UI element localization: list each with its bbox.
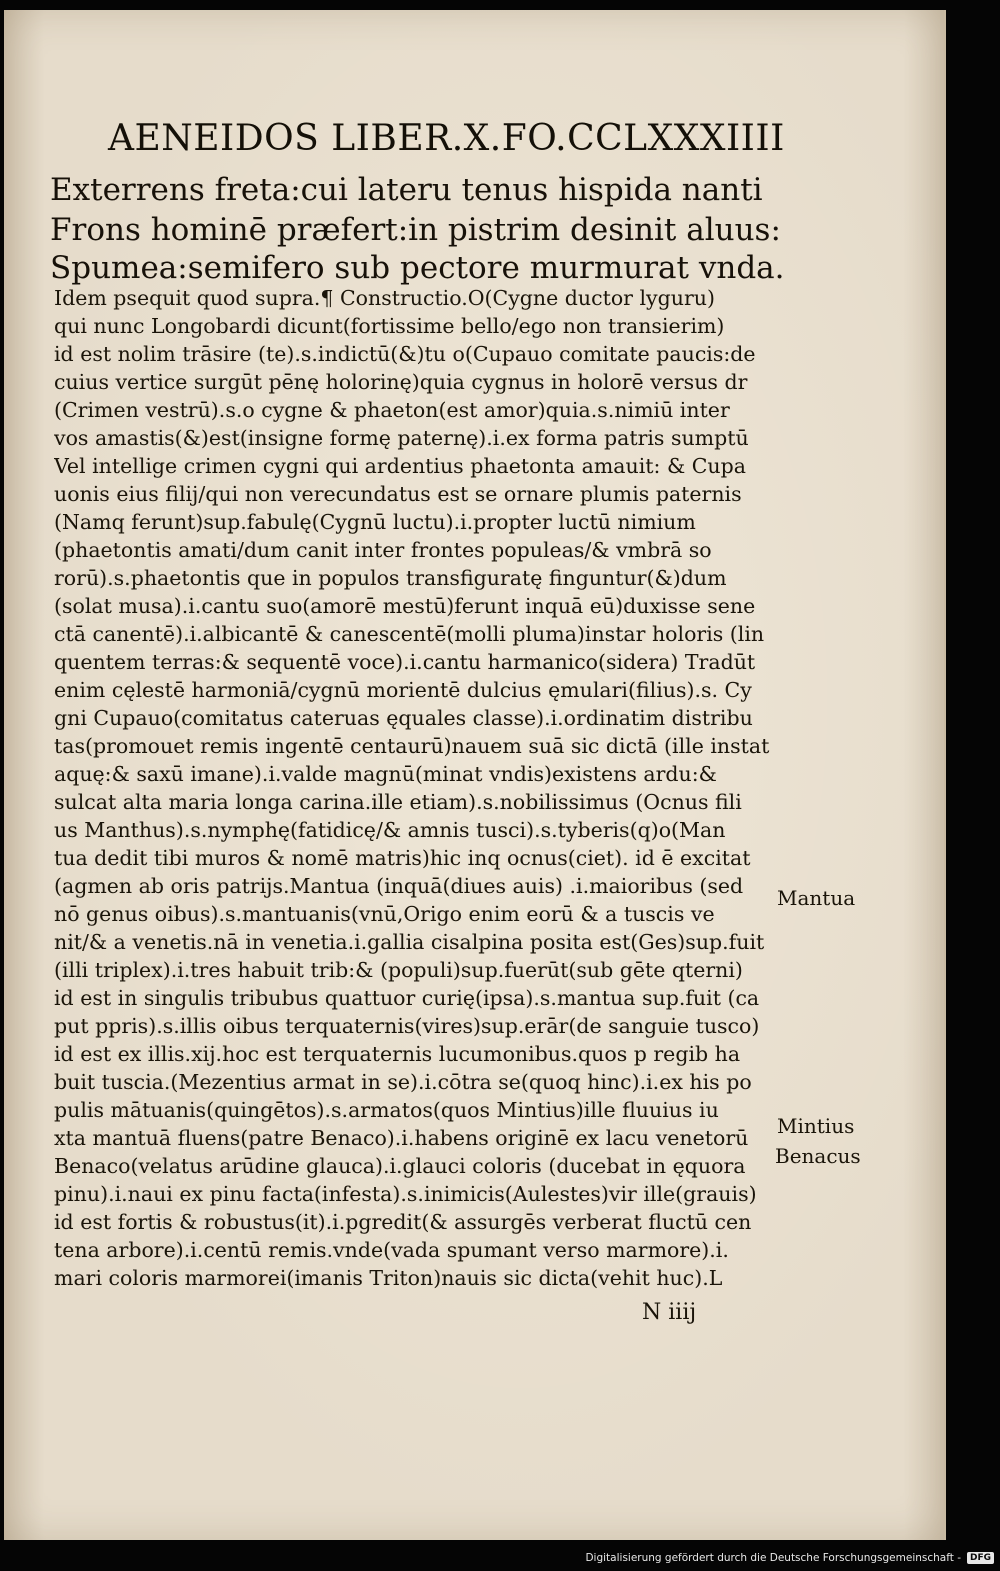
commentary-line: mari coloris marmorei(imanis Triton)nauis sic dicta(vehit huc).L bbox=[54, 1266, 723, 1290]
commentary-line: ctā canentē).i.albicantē & canescentē(molli pluma)instar holoris (lin bbox=[54, 622, 765, 646]
commentary-line: us Manthus).s.nymphę(fatidicę/& amnis tusci).s.tyberis(q)o(Man bbox=[54, 818, 726, 842]
verse-line: Spumea:semifero sub pectore murmurat vnda. bbox=[50, 250, 785, 286]
commentary-line: buit tuscia.(Mezentius armat in se).i.cōtra se(quoq hinc).i.ex his po bbox=[54, 1070, 752, 1094]
commentary-line: id est ex illis.xij.hoc est terquaternis lucumonibus.quos p regib ha bbox=[54, 1042, 741, 1066]
commentary-line: pulis mātuanis(quingētos).s.armatos(quos Mintius)ille fluuius iu bbox=[54, 1098, 719, 1122]
commentary-line: id est in singulis tribubus quattuor curię(ipsa).s.mantua sup.fuit (ca bbox=[54, 986, 760, 1010]
commentary-line: uonis eius filij/qui non verecundatus est se ornare plumis paternis bbox=[54, 482, 742, 506]
commentary-line: aquę:& saxū imane).i.valde magnū(minat vndis)existens ardu:& bbox=[54, 762, 717, 786]
commentary-line: cuius vertice surgūt pēnę holorinę)quia cygnus in holorē versus dr bbox=[54, 370, 748, 394]
page-header: AENEIDOS LIBER.X.FO.CCLXXXIIII bbox=[108, 118, 785, 159]
commentary-text bbox=[54, 284, 774, 1292]
commentary-line: enim cęlestē harmoniā/cygnū morientē dulcius ęmulari(filius).s. Cy bbox=[54, 678, 752, 702]
commentary-line: Idem psequit quod supra.¶ Constructio.O(Cygne ductor lyguru) bbox=[54, 286, 715, 310]
commentary-line: qui nunc Longobardi dicunt(fortissime bello/ego non transierim) bbox=[54, 314, 725, 338]
commentary-line: quentem terras:& sequentē voce).i.cantu harmanico(sidera) Tradūt bbox=[54, 650, 756, 674]
margin-note-benacus: Benacus bbox=[775, 1144, 861, 1168]
commentary-line: (Crimen vestrū).s.o cygne & phaeton(est amor)quia.s.nimiū inter bbox=[54, 398, 730, 422]
commentary-line: (illi triplex).i.tres habuit trib:& (populi)sup.fuerūt(sub gēte qterni) bbox=[54, 958, 743, 982]
commentary-line: tua dedit tibi muros & nomē matris)hic inq ocnus(ciet). id ē excitat bbox=[54, 846, 751, 870]
commentary-line: vos amastis(&)est(insigne formę paternę).i.ex forma patris sumptū bbox=[54, 426, 749, 450]
commentary-line: rorū).s.phaetontis que in populos transfiguratę finguntur(&)dum bbox=[54, 566, 727, 590]
commentary-line: id est fortis & robustus(it).i.pgredit(& assurgēs verberat fluctū cen bbox=[54, 1210, 752, 1234]
funding-credit: Digitalisierung gefördert durch die Deutsche Forschungsgemeinschaft - bbox=[585, 1552, 961, 1564]
commentary-line: put ppris).s.illis oibus terquaternis(vires)sup.erār(de sanguie tusco) bbox=[54, 1014, 760, 1038]
commentary-line: (agmen ab oris patrijs.Mantua (inquā(diues auis) .i.maioribus (sed bbox=[54, 874, 744, 898]
margin-note-mantua: Mantua bbox=[777, 886, 856, 910]
commentary-line: id est nolim trāsire (te).s.indictū(&)tu o(Cupauo comitate paucis:de bbox=[54, 342, 756, 366]
digitization-footer bbox=[585, 1547, 994, 1569]
commentary-line: nit/& a venetis.nā in venetia.i.gallia cisalpina posita est(Ges)sup.fuit bbox=[54, 930, 765, 954]
book-page bbox=[4, 10, 946, 1540]
dfg-logo: DFG bbox=[967, 1552, 994, 1564]
commentary-line: (phaetontis amati/dum canit inter frontes populeas/& vmbrā so bbox=[54, 538, 712, 562]
commentary-line: sulcat alta maria longa carina.ille etiam).s.nobilissimus (Ocnus fili bbox=[54, 790, 742, 814]
margin-note-mintius: Mintius bbox=[777, 1114, 855, 1138]
verse-line: Exterrens freta:cui lateru tenus hispida nanti bbox=[50, 172, 763, 208]
commentary-line: pinu).i.naui ex pinu facta(infesta).s.inimicis(Aulestes)vir ille(grauis) bbox=[54, 1182, 757, 1206]
commentary-line: Benaco(velatus arūdine glauca).i.glauci coloris (ducebat in ęquora bbox=[54, 1154, 746, 1178]
commentary-line: (Namq ferunt)sup.fabulę(Cygnū luctu).i.propter luctū nimium bbox=[54, 510, 696, 534]
commentary-line: xta mantuā fluens(patre Benaco).i.habens originē ex lacu venetorū bbox=[54, 1126, 749, 1150]
signature-mark: N iiij bbox=[642, 1300, 697, 1325]
commentary-line: tas(promouet remis ingentē centaurū)nauem suā sic dictā (ille instat bbox=[54, 734, 770, 758]
commentary-line: (solat musa).i.cantu suo(amorē mestū)ferunt inquā eū)duxisse sene bbox=[54, 594, 756, 618]
commentary-line: nō genus oibus).s.mantuanis(vnū,Origo enim eorū & a tuscis ve bbox=[54, 902, 715, 926]
verse-line: Frons hominē præfert:in pistrim desinit aluus: bbox=[50, 212, 781, 248]
commentary-line: Vel intellige crimen cygni qui ardentius phaetonta amauit: & Cupa bbox=[54, 454, 746, 478]
commentary-line: gni Cupauo(comitatus cateruas ęquales classe).i.ordinatim distribu bbox=[54, 706, 753, 730]
commentary-line: tena arbore).i.centū remis.vnde(vada spumant verso marmore).i. bbox=[54, 1238, 729, 1262]
